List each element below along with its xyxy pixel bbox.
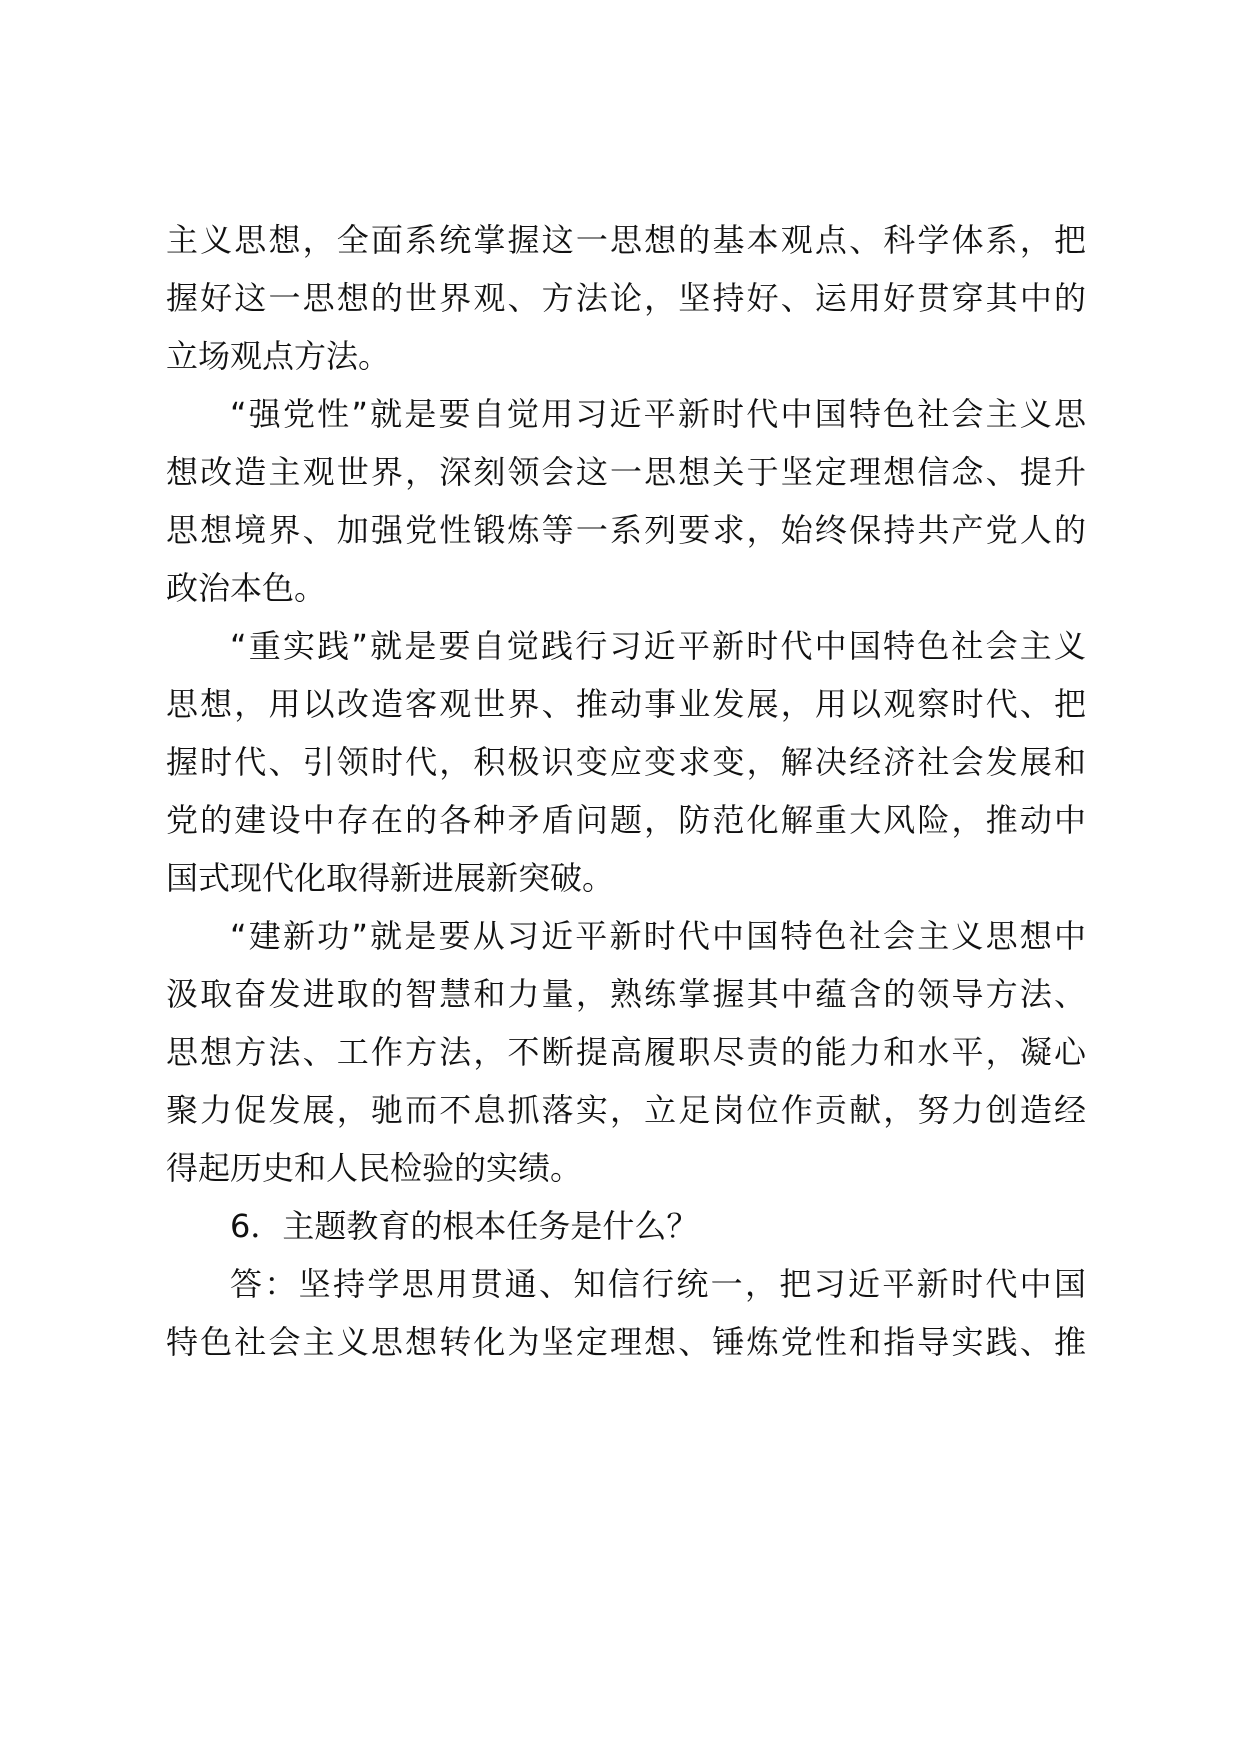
text-line: 得起历史和人民检验的实绩。 (166, 1149, 583, 1187)
text-line: 思想，用以改造客观世界、推动事业发展，用以观察时代、把 (166, 685, 1086, 723)
text-line: 思想境界、加强党性锻炼等一系列要求，始终保持共产党人的 (166, 511, 1086, 549)
text-line: 握时代、引领时代，积极识变应变求变，解决经济社会发展和 (166, 743, 1086, 781)
text-line: 聚力促发展，驰而不息抓落实，立足岗位作贡献，努力创造经 (166, 1091, 1086, 1129)
text-line: 立场观点方法。 (166, 337, 391, 375)
text-line: “重实践”就是要自觉践行习近平新时代中国特色社会主义 (230, 627, 1086, 665)
text-line: “强党性”就是要自觉用习近平新时代中国特色社会主义思 (230, 395, 1086, 433)
question-heading: 6．主题教育的根本任务是什么？ (230, 1207, 699, 1245)
text-line: 想改造主观世界，深刻领会这一思想关于坚定理想信念、提升 (166, 453, 1086, 491)
text-line: 国式现代化取得新进展新突破。 (166, 859, 615, 897)
text-line: 答：坚持学思用贯通、知信行统一，把习近平新时代中国 (230, 1265, 1086, 1303)
text-line: 党的建设中存在的各种矛盾问题，防范化解重大风险，推动中 (166, 801, 1086, 839)
text-line: 主义思想，全面系统掌握这一思想的基本观点、科学体系，把 (166, 221, 1086, 259)
text-line: 握好这一思想的世界观、方法论，坚持好、运用好贯穿其中的 (166, 279, 1086, 317)
text-line: 汲取奋发进取的智慧和力量，熟练掌握其中蕴含的领导方法、 (166, 975, 1086, 1013)
text-line: 政治本色。 (166, 569, 327, 607)
text-line: 特色社会主义思想转化为坚定理想、锤炼党性和指导实践、推 (166, 1323, 1086, 1361)
text-line: “建新功”就是要从习近平新时代中国特色社会主义思想中 (230, 917, 1086, 955)
text-line: 思想方法、工作方法，不断提高履职尽责的能力和水平，凝心 (166, 1033, 1086, 1071)
